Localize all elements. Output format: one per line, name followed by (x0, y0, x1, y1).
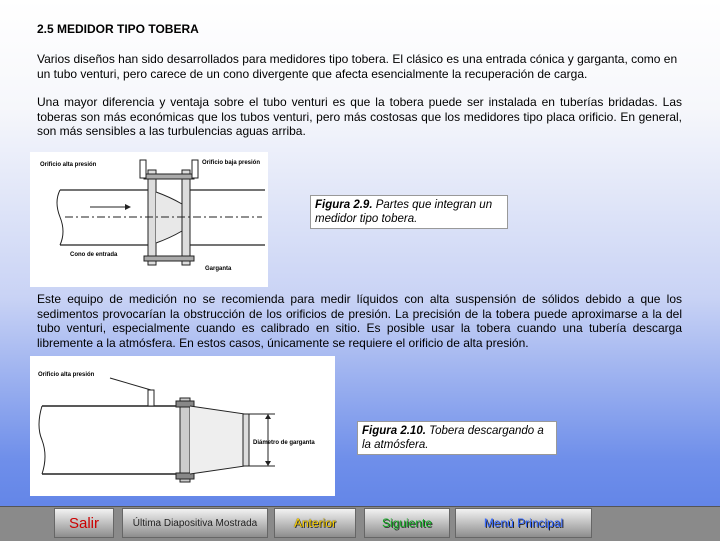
next-button-label: Siguiente (381, 516, 433, 530)
section-title: 2.5 MEDIDOR TIPO TOBERA (37, 22, 199, 36)
figure1-caption-number: Figura 2.9. (315, 199, 373, 211)
figure-nozzle-parts (30, 152, 268, 287)
paragraph-intro: Varios diseños han sido desarrollados para medidores tipo tobera. El clásico es una entrada cónica y garganta, como en un tubo venturi, pero carece de un cono divergente que afecta esencialmente la recuperación de carga. (37, 52, 678, 81)
figure2-caption (357, 421, 557, 455)
figure1-caption (310, 195, 508, 229)
next-button[interactable] (364, 508, 450, 538)
last-viewed-slide-label: Última Diapositiva Mostrada (132, 517, 258, 529)
exit-button[interactable] (54, 508, 114, 538)
paragraph-recommendation: Este equipo de medición no se recomienda para medir líquidos con alta suspensión de sólidos debido a que los sedimentos provocarían la obstrucción de los orificios de presión. La precisión de la tobera puede aproximarse a la del tubo venturi, especialmente cuando es calibrado en sitio. Es posible usar la tobera cuando una tubería descarga libremente a la atmósfera. En estos casos, únicamente se requiere el orificio de alta presión. (37, 292, 682, 350)
label-orificio-baja: Orificio baja presión (202, 160, 261, 166)
label-garganta: Garganta (205, 266, 232, 272)
label-cono-entrada: Cono de entrada (70, 252, 118, 258)
last-viewed-slide-button[interactable] (122, 508, 268, 538)
label-orificio-alta-2: Orificio alta presión (38, 372, 95, 378)
paragraph-advantages: Una mayor diferencia y ventaja sobre el tubo venturi es que la tobera puede ser instalada en tuberías bridadas. Las toberas son más económicas que los tubos venturi, pero más costosas que los medidores tipo placa orificio. En general, son más sensibles a las turbulencias aguas arriba. (37, 95, 682, 138)
figure2-caption-number: Figura 2.10. (362, 425, 426, 437)
nozzle-discharge-diagram (30, 356, 335, 496)
figure-nozzle-discharge (30, 356, 335, 496)
figure2-caption-text: Tobera descargando a la atmósfera. (362, 425, 544, 451)
exit-button-label: Salir (68, 514, 99, 532)
label-diametro-garganta: Diámetro de garganta (253, 440, 315, 446)
main-menu-button-label: Menú Principal (483, 516, 564, 530)
previous-button[interactable] (274, 508, 356, 538)
label-orificio-alta: Orificio alta presión (40, 162, 97, 168)
figure1-caption-text: Partes que integran un medidor tipo tobera. (315, 199, 493, 225)
nozzle-parts-diagram (30, 152, 268, 287)
main-menu-button[interactable] (455, 508, 592, 538)
previous-button-label: Anterior (293, 516, 337, 530)
